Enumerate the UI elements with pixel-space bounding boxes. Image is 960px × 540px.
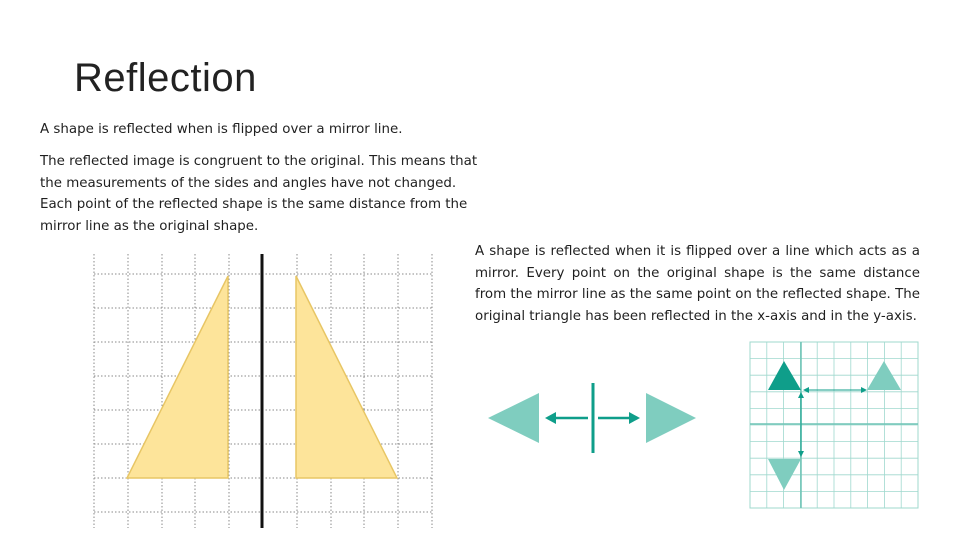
- teal-arrow-reflection: [488, 383, 696, 453]
- intro-line: A shape is reflected when is flipped over a mirror line.: [40, 122, 403, 137]
- right-arrow-head: [629, 412, 640, 424]
- slide-title: Reflection: [74, 56, 257, 100]
- teal-grid-reflection: [750, 342, 918, 508]
- left-arrow-head: [545, 412, 556, 424]
- left-teal-triangle: [488, 393, 539, 443]
- side-paragraph: A shape is reflected when it is flipped over a line which acts as a mirror. Every point on the original shape is the same distance from the mirror line as the same point on the reflected shape. The original triangle has been reflected in the x-axis and in the y-axis.: [475, 244, 920, 324]
- intro-paragraph: The reflected image is congruent to the original. This means that the measurements of the sides and angles have not changed. Each point of the reflected shape is the same distance from the mirror line as the original shape.: [40, 154, 478, 234]
- reflected-yellow-triangle: [296, 276, 397, 478]
- original-yellow-triangle: [127, 276, 228, 478]
- yellow-triangle-grid: [94, 254, 432, 528]
- right-teal-triangle: [646, 393, 696, 443]
